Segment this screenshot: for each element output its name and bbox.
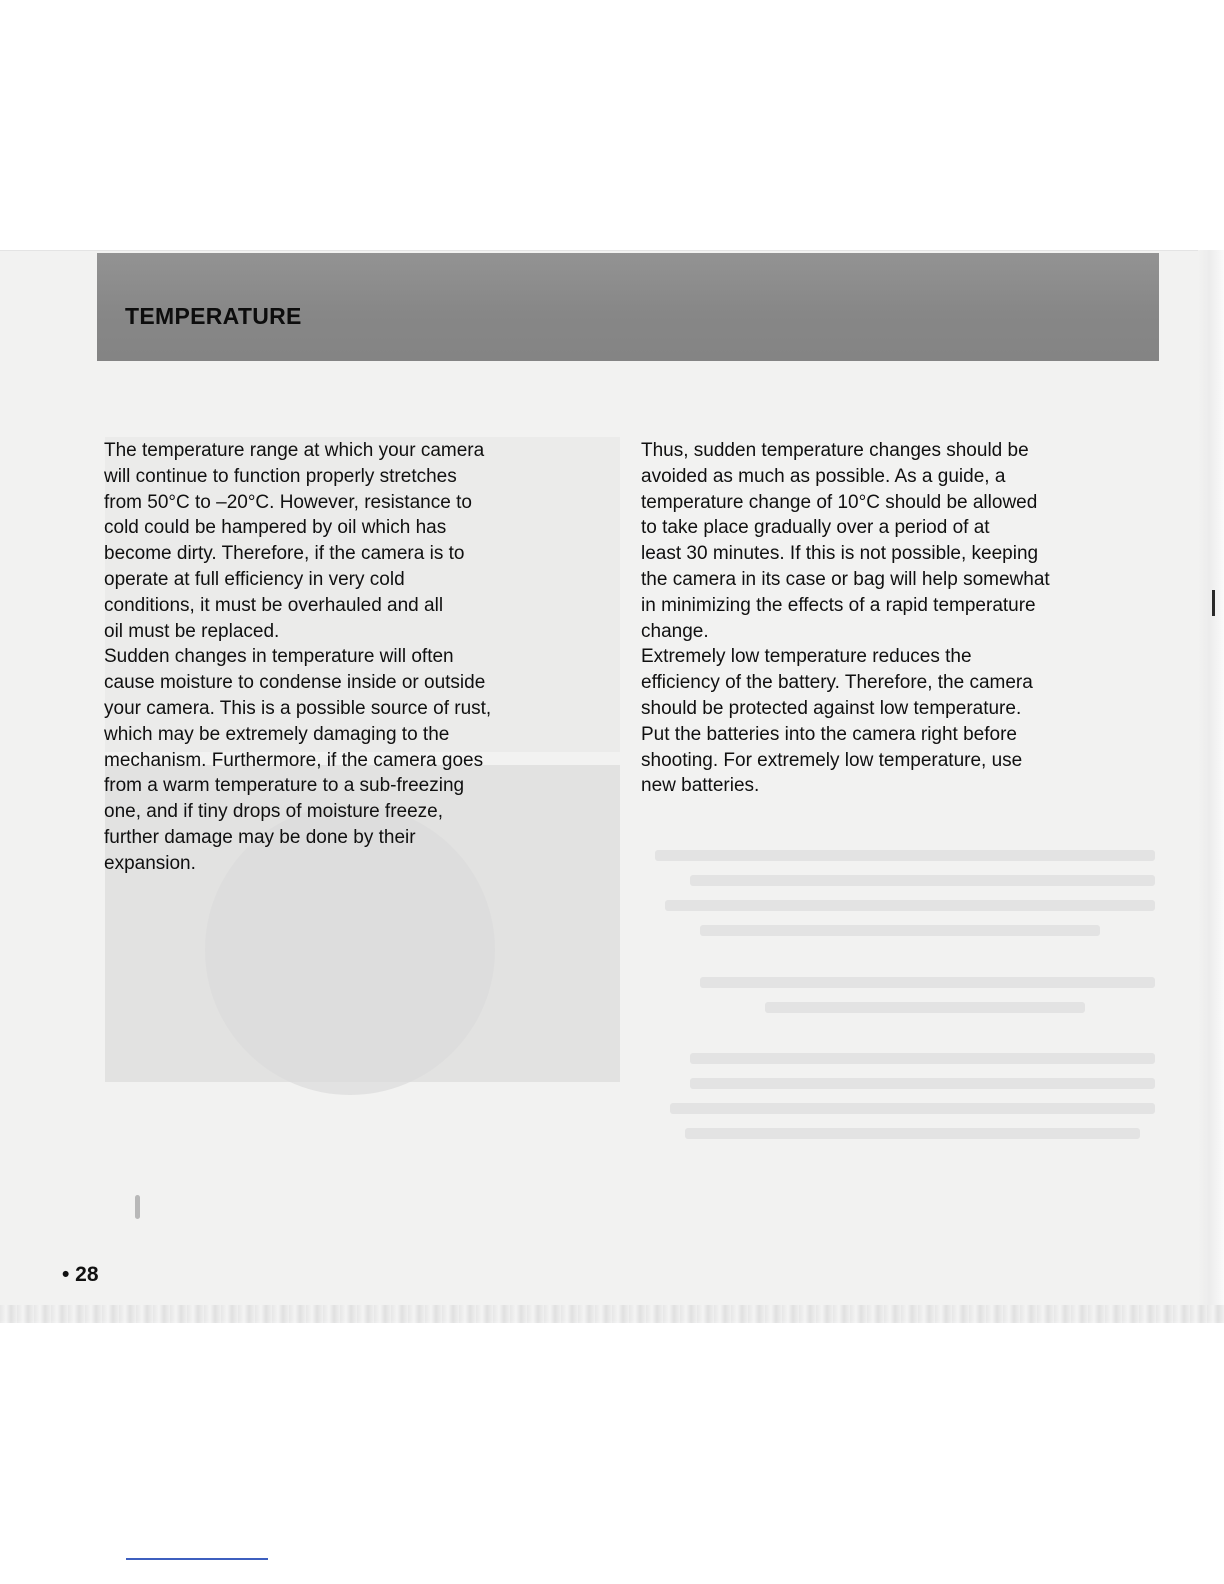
paragraph: The temperature range at which your camera will continue to function properly stretches from 50°C to –20°C. However, resistance to cold could be hampered by oil which has become dirty. Therefore, if the camera is to operate at full efficiency in very cold conditions, it must be overhauled and all oil must be replaced. [104,440,485,642]
bleed-through-text-line [690,875,1155,886]
bleed-through-text-line [700,925,1100,936]
page-number: • 28 [62,1263,99,1286]
paragraph: Extremely low temperature reduces the efficiency of the battery. Therefore, the camera should be protected against low temperature. Put the batteries into the camera right before shooting. For extremely low temperature, use new batteries. [641,646,1033,797]
bleed-through-text-line [655,850,1155,861]
bleed-through-text-line [670,1103,1155,1114]
paragraph: Thus, sudden temperature changes should be avoided as much as possible. As a guide, a temperature change of 10°C should be allowed to take place gradually over a period of at least 30 minutes. If this is not possible, keeping the camera in its case or bag will help somewhat in minimizing the effects of a rapid temperature change. [641,440,1050,642]
paragraph: Sudden changes in temperature will often cause moisture to condense inside or outside your camera. This is a possible source of rust, which may be extremely damaging to the mechanism. Furthermore, if the camera goes from a warm temperature to a sub-freezing one, and if tiny drops of moisture freeze, further damage may be done by their expansion. [104,646,492,874]
left-text-column [104,438,584,877]
section-header-bar [97,253,1159,361]
bleed-through-text-line [700,977,1155,988]
page-bottom-edge [0,1305,1224,1323]
right-text-column [641,438,1151,799]
bleed-through-text-line [685,1128,1140,1139]
page-right-edge [1198,250,1224,1310]
footer-underline [126,1558,268,1560]
section-title: TEMPERATURE [125,303,302,329]
scan-speck [135,1195,140,1219]
bleed-through-text-line [690,1078,1155,1089]
bleed-through-text-line [665,900,1155,911]
bleed-through-text-line [690,1053,1155,1064]
bleed-through-text-line [765,1002,1085,1013]
edge-mark [1212,590,1215,616]
